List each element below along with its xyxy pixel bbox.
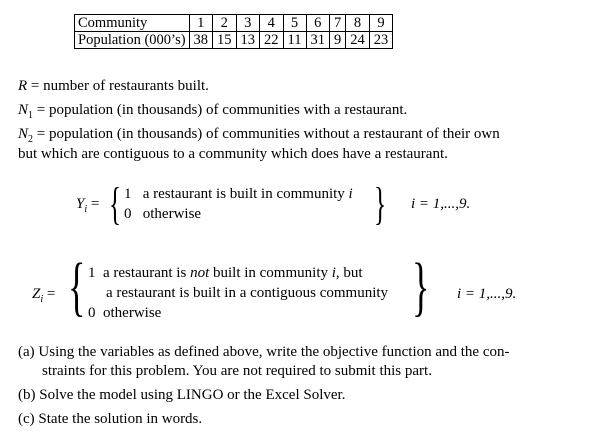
definition-n2-continued: but which are contiguous to a community which does have a restaurant.: [18, 146, 448, 162]
community-cell: 1: [189, 15, 213, 32]
y-left-brace: {: [109, 178, 122, 229]
definition-n1: $N_1$ = population (in thousands) of communities with a restaurant.: [18, 102, 408, 121]
population-cell: 31: [306, 32, 330, 49]
population-cell: 22: [260, 32, 284, 49]
z-right-brace: }: [412, 250, 430, 323]
y-range: i = 1,...,9.: [411, 196, 471, 212]
y-right-brace: }: [374, 178, 387, 229]
community-cell: 5: [283, 15, 306, 32]
z-case-1: 1 a restaurant is not built in community i, but: [88, 265, 363, 281]
question-a: (a) Using the variables as defined above, write the objective function and the con-: [18, 344, 510, 360]
z-case-2: 0 otherwise: [88, 305, 162, 321]
question-b: (b) Solve the model using LINGO or the Excel Solver.: [18, 387, 346, 403]
z-range: i = 1,...,9.: [457, 286, 517, 302]
community-row: [75, 15, 393, 32]
y-lhs: $Y_i$ =: [76, 196, 100, 215]
population-cell: 38: [189, 32, 213, 49]
z-case-1-continued: a restaurant is built in a contiguous community: [106, 285, 389, 301]
community-cell: 4: [260, 15, 284, 32]
population-cell: 24: [346, 32, 370, 49]
z-lhs: $Z_i$ =: [32, 286, 56, 305]
community-header: Community: [75, 15, 190, 32]
population-cell: 9: [330, 32, 346, 49]
population-cell: 23: [369, 32, 393, 49]
community-cell: 8: [346, 15, 370, 32]
population-table: [74, 14, 393, 49]
question-a-continued: straints for this problem. You are not required to submit this part.: [42, 363, 432, 379]
community-cell: 3: [236, 15, 260, 32]
population-cell: 15: [213, 32, 237, 49]
population-cell: 13: [236, 32, 260, 49]
definition-r: R = number of restaurants built.: [18, 78, 209, 94]
community-cell: 2: [213, 15, 237, 32]
definition-n2: $N_2$ = population (in thousands) of communities without a restaurant of their own: [18, 126, 500, 145]
question-c: (c) State the solution in words.: [18, 411, 203, 427]
y-case-1: 1 a restaurant is built in community i: [124, 186, 353, 202]
community-cell: 7: [330, 15, 346, 32]
z-left-brace: {: [68, 250, 86, 323]
y-case-2: 0 otherwise: [124, 206, 202, 222]
population-header: Population (000’s): [75, 32, 190, 49]
population-cell: 11: [283, 32, 306, 49]
community-cell: 6: [306, 15, 330, 32]
community-cell: 9: [369, 15, 393, 32]
population-row: [75, 32, 393, 49]
